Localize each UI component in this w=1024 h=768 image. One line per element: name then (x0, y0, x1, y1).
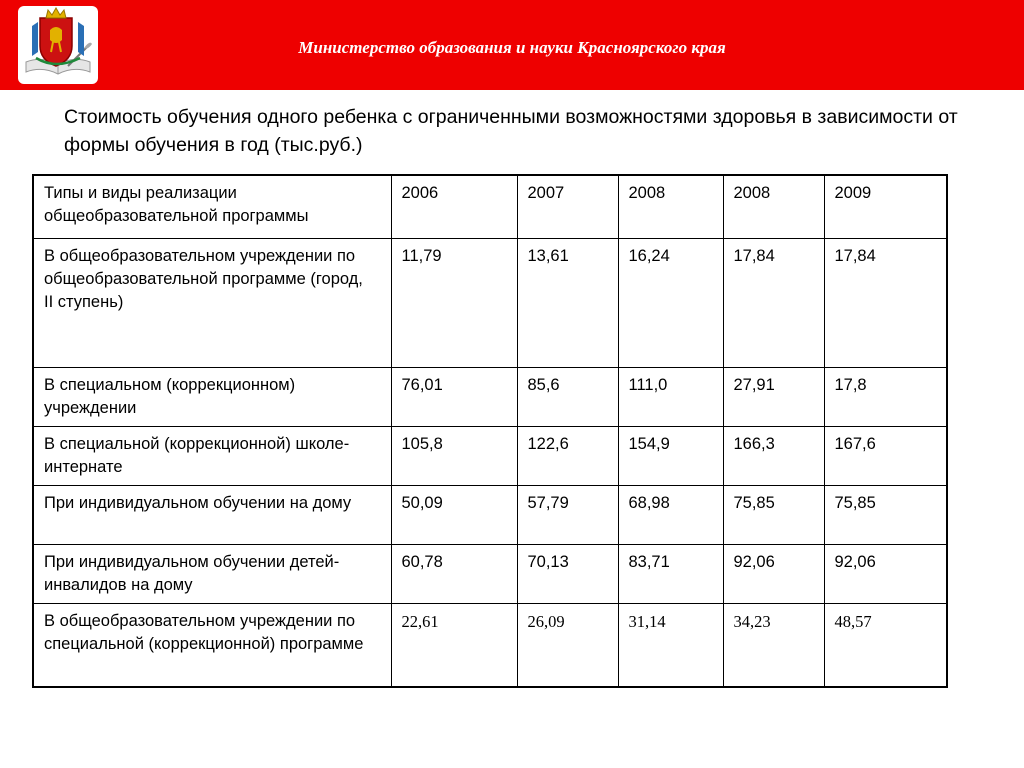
row-label: При индивидуальном обучении на дому (33, 486, 391, 545)
value-cell: 166,3 (723, 427, 824, 486)
header-cell-year: 2007 (517, 175, 618, 239)
value-cell: 76,01 (391, 368, 517, 427)
value-cell: 111,0 (618, 368, 723, 427)
value-cell: 34,23 (723, 604, 824, 688)
value-cell: 11,79 (391, 239, 517, 368)
row-label-line: II ступень) (44, 293, 124, 311)
value-cell: 60,78 (391, 545, 517, 604)
value-cell: 105,8 (391, 427, 517, 486)
table-row (33, 368, 947, 427)
value-cell: 57,79 (517, 486, 618, 545)
row-label: В специальном (коррекционном) учреждении (33, 368, 391, 427)
value-cell: 27,91 (723, 368, 824, 427)
header-cell-year: 2008 (618, 175, 723, 239)
header-cell-year: 2006 (391, 175, 517, 239)
value-cell: 92,06 (824, 545, 947, 604)
slide-title: Стоимость обучения одного ребенка с ограниченными возможностями здоровья в зависимости от формы обучения в год (тыс.руб.) (64, 106, 958, 156)
value-cell: 167,6 (824, 427, 947, 486)
header-cell-year: 2008 (723, 175, 824, 239)
table-row (33, 545, 947, 604)
ministry-title: Министерство образования и науки Красноярского края (298, 38, 726, 57)
value-cell: 75,85 (824, 486, 947, 545)
value-cell: 26,09 (517, 604, 618, 688)
value-cell: 75,85 (723, 486, 824, 545)
row-label (33, 239, 391, 368)
value-cell: 17,84 (824, 239, 947, 368)
value-cell: 154,9 (618, 427, 723, 486)
header-bar (0, 0, 1024, 90)
value-cell: 50,09 (391, 486, 517, 545)
table-row (33, 486, 947, 545)
value-cell: 92,06 (723, 545, 824, 604)
value-cell: 68,98 (618, 486, 723, 545)
value-cell: 83,71 (618, 545, 723, 604)
row-label: В специальной (коррекционной) школе-интернате (33, 427, 391, 486)
value-cell: 48,57 (824, 604, 947, 688)
row-label-line: В общеобразовательном учреждении по общеобразовательной программе (город, (44, 247, 363, 288)
value-cell: 31,14 (618, 604, 723, 688)
value-cell: 22,61 (391, 604, 517, 688)
row-label: В общеобразовательном учреждении по специальной (коррекционной) программе (33, 604, 391, 688)
cost-table (32, 174, 948, 688)
header-cell-year: 2009 (824, 175, 947, 239)
value-cell: 17,84 (723, 239, 824, 368)
value-cell: 16,24 (618, 239, 723, 368)
table-row (33, 604, 947, 688)
row-label: При индивидуальном обучении детей-инвалидов на дому (33, 545, 391, 604)
value-cell: 17,8 (824, 368, 947, 427)
value-cell: 13,61 (517, 239, 618, 368)
value-cell: 122,6 (517, 427, 618, 486)
header-cell-type: Типы и виды реализации общеобразовательной программы (33, 175, 391, 239)
table-row (33, 427, 947, 486)
table-row (33, 239, 947, 368)
table-header-row (33, 175, 947, 239)
value-cell: 85,6 (517, 368, 618, 427)
value-cell: 70,13 (517, 545, 618, 604)
